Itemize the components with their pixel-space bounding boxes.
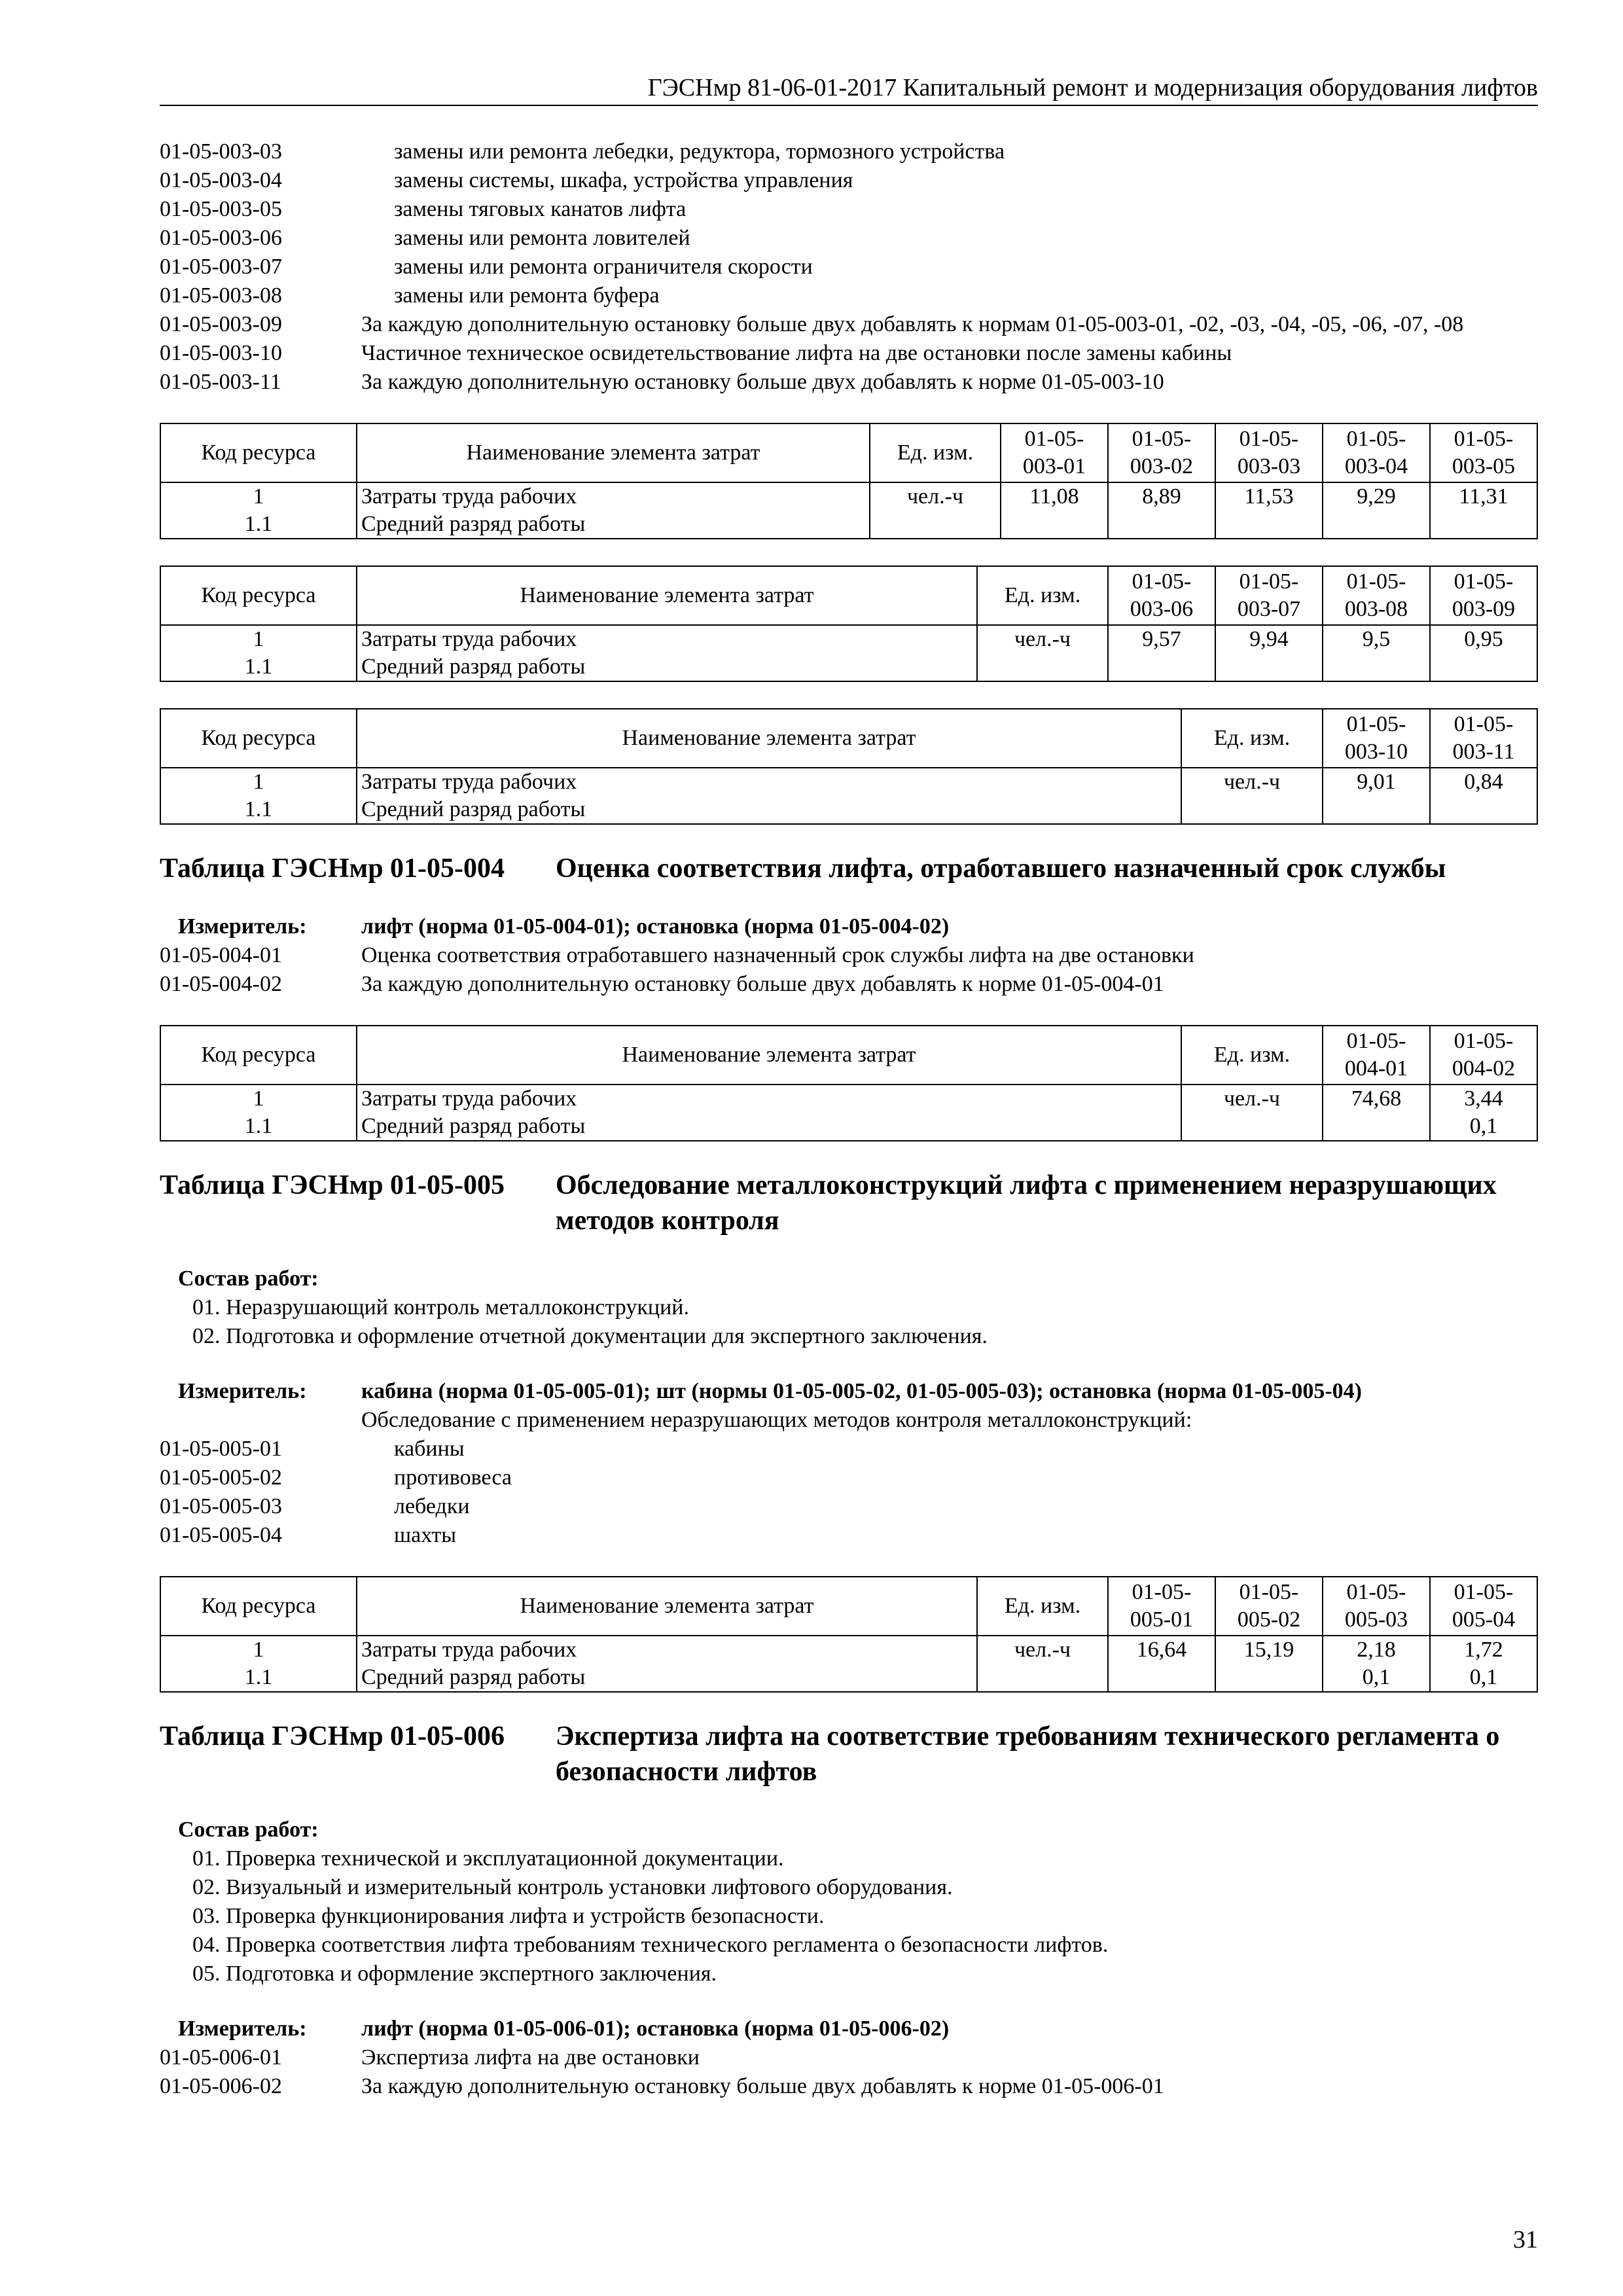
meter-label: Измеритель:	[178, 914, 307, 939]
col-code-header: Код ресурса	[160, 1577, 357, 1636]
labor-row	[160, 1085, 1537, 1113]
norm-text: За каждую дополнительную остановку больше двух добавлять к нормам 01-05-003-01, -02, -03, -04, -05, -06, -07, -08	[361, 312, 1464, 336]
section-name: Оценка соответствия лифта, отработавшего назначенный срок службы	[556, 853, 1446, 884]
labor-value: 9,5	[1323, 625, 1430, 653]
norm-text: Экспертиза лифта на две остановки	[361, 2045, 700, 2070]
norm-code: 01-05-003-07	[160, 255, 282, 279]
norm-row	[160, 970, 1538, 999]
norm-row	[160, 310, 1538, 339]
labor-value: 8,89	[1108, 482, 1215, 511]
resource-unit	[1181, 1113, 1323, 1141]
norm-col-header: 01-05-003-07	[1215, 566, 1323, 625]
resource-code: 1	[160, 1636, 357, 1664]
work-item: 02. Подготовка и оформление отчетной документации для экспертного заключения.	[192, 1324, 988, 1348]
grade-row	[160, 1113, 1537, 1141]
meter-value: лифт (норма 01-05-004-01); остановка (норма 01-05-004-02)	[361, 914, 950, 939]
grade-value	[1323, 796, 1430, 824]
work-item: 04. Проверка соответствия лифта требованиям технического регламента о безопасности лифтов.	[192, 1933, 1109, 1957]
norm-code: 01-05-006-02	[160, 2074, 282, 2098]
header-row	[160, 709, 1537, 768]
norm-row	[160, 2043, 1538, 2072]
norm-list-004	[160, 941, 1538, 999]
col-name-header: Наименование элемента затрат	[357, 709, 1181, 768]
grade-value	[1430, 796, 1537, 824]
section-code: Таблица ГЭСНмр 01-05-006	[160, 1721, 505, 1751]
labor-value: 16,64	[1108, 1636, 1215, 1664]
cost-table	[160, 1576, 1538, 1693]
col-name-header: Наименование элемента затрат	[357, 1026, 1181, 1085]
labor-value: 0,84	[1430, 768, 1537, 796]
norm-text: За каждую дополнительную остановку больше двух добавлять к норме 01-05-006-01	[361, 2074, 1164, 2098]
resource-unit: чел.-ч	[977, 1636, 1108, 1664]
resource-name: Затраты труда рабочих	[357, 768, 1181, 796]
norm-code: 01-05-003-08	[160, 283, 282, 308]
section-title-004	[160, 851, 1538, 886]
col-code-header: Код ресурса	[160, 423, 357, 482]
labor-value: 11,08	[1001, 482, 1108, 511]
resource-unit: чел.-ч	[870, 482, 1001, 511]
work-composition-list	[160, 1844, 1538, 1988]
col-unit-header: Ед. изм.	[977, 566, 1108, 625]
running-header: ГЭСНмр 81-06-01-2017 Капитальный ремонт и модернизация оборудования лифтов	[160, 72, 1538, 106]
norm-text: замены тяговых канатов лифта	[394, 197, 687, 221]
norm-row	[160, 1463, 1538, 1492]
norm-row	[160, 2072, 1538, 2101]
cost-table	[160, 565, 1538, 682]
resource-code: 1.1	[160, 511, 357, 539]
grade-value: 0,1	[1323, 1664, 1430, 1692]
resource-name: Затраты труда рабочих	[357, 1636, 977, 1664]
norm-row	[160, 1492, 1538, 1521]
cost-table-003-b	[160, 565, 1538, 682]
resource-name: Средний разряд работы	[357, 653, 977, 681]
norm-code: 01-05-003-04	[160, 168, 282, 192]
col-unit-header: Ед. изм.	[1181, 709, 1323, 768]
labor-value: 9,94	[1215, 625, 1323, 653]
resource-code: 1	[160, 1085, 357, 1113]
work-composition-list	[160, 1293, 1538, 1351]
meter-row	[160, 2015, 1538, 2043]
norm-text: замены или ремонта буфера	[394, 283, 660, 308]
meter-row	[160, 1377, 1538, 1406]
page-content	[160, 137, 1538, 2101]
resource-unit	[870, 511, 1001, 539]
grade-value	[1323, 511, 1430, 539]
work-item: 02. Визуальный и измерительный контроль установки лифтового оборудования.	[192, 1875, 953, 1899]
resource-code: 1.1	[160, 653, 357, 681]
norm-col-header: 01-05-003-01	[1001, 423, 1108, 482]
norm-text: замены или ремонта ловителей	[394, 226, 690, 250]
norm-row	[160, 941, 1538, 970]
norm-text: Оценка соответствия отработавшего назначенный срок службы лифта на две остановки	[361, 943, 1194, 967]
norm-intro-row	[160, 1406, 1538, 1435]
norm-col-header: 01-05-003-03	[1215, 423, 1323, 482]
labor-value: 3,44	[1430, 1085, 1537, 1113]
resource-name: Средний разряд работы	[357, 796, 1181, 824]
norm-col-header: 01-05-004-01	[1323, 1026, 1430, 1085]
grade-value	[1215, 511, 1323, 539]
work-item: 03. Проверка функционирования лифта и устройств безопасности.	[192, 1904, 825, 1928]
norm-col-header: 01-05-003-04	[1323, 423, 1430, 482]
labor-value: 9,01	[1323, 768, 1430, 796]
resource-unit: чел.-ч	[1181, 768, 1323, 796]
norm-row	[160, 339, 1538, 368]
resource-name: Затраты труда рабочих	[357, 1085, 1181, 1113]
grade-value	[1323, 653, 1430, 681]
norm-col-header: 01-05-003-05	[1430, 423, 1537, 482]
section-code: Таблица ГЭСНмр 01-05-005	[160, 1170, 505, 1200]
col-code-header: Код ресурса	[160, 566, 357, 625]
col-unit-header: Ед. изм.	[870, 423, 1001, 482]
grade-row	[160, 511, 1537, 539]
norm-code: 01-05-003-10	[160, 341, 282, 365]
norm-code: 01-05-003-05	[160, 197, 282, 221]
cost-table-005	[160, 1576, 1538, 1693]
labor-value: 15,19	[1215, 1636, 1323, 1664]
norm-col-header: 01-05-003-08	[1323, 566, 1430, 625]
norm-text: За каждую дополнительную остановку больше двух добавлять к норме 01-05-004-01	[361, 972, 1164, 996]
grade-row	[160, 796, 1537, 824]
grade-value	[1001, 511, 1108, 539]
work-composition-label: Состав работ:	[178, 1818, 319, 1842]
norm-row	[160, 1435, 1538, 1463]
resource-code: 1.1	[160, 796, 357, 824]
grade-value	[1108, 511, 1215, 539]
norm-col-header: 01-05-005-04	[1430, 1577, 1537, 1636]
header-row	[160, 1577, 1537, 1636]
grade-row	[160, 1664, 1537, 1692]
norm-col-header: 01-05-005-03	[1323, 1577, 1430, 1636]
norm-text: замены или ремонта ограничителя скорости	[394, 255, 813, 279]
norm-code: 01-05-005-01	[160, 1437, 282, 1461]
norm-code: 01-05-003-09	[160, 312, 282, 336]
cost-table-003-c	[160, 708, 1538, 825]
norm-text: шахты	[394, 1523, 457, 1547]
labor-value: 0,95	[1430, 625, 1537, 653]
labor-value: 74,68	[1323, 1085, 1430, 1113]
labor-value: 9,57	[1108, 625, 1215, 653]
resource-unit	[1181, 796, 1323, 824]
resource-code: 1.1	[160, 1664, 357, 1692]
norm-intro: Обследование с применением неразрушающих методов контроля металлоконструкций:	[361, 1408, 1192, 1432]
resource-unit: чел.-ч	[977, 625, 1108, 653]
meter-label: Измеритель:	[178, 1379, 307, 1403]
norm-row	[160, 195, 1538, 224]
resource-name: Средний разряд работы	[357, 511, 870, 539]
norm-col-header: 01-05-003-10	[1323, 709, 1430, 768]
section-title-006	[160, 1719, 1538, 1789]
col-name-header: Наименование элемента затрат	[357, 1577, 977, 1636]
grade-value	[1430, 653, 1537, 681]
norm-text: лебедки	[394, 1494, 470, 1518]
norm-code: 01-05-004-01	[160, 943, 282, 967]
section-title-005	[160, 1168, 1538, 1238]
header-row	[160, 1026, 1537, 1085]
resource-code: 1	[160, 625, 357, 653]
grade-value	[1215, 653, 1323, 681]
resource-unit	[977, 653, 1108, 681]
labor-value: 2,18	[1323, 1636, 1430, 1664]
norm-row	[160, 253, 1538, 281]
resource-code: 1	[160, 768, 357, 796]
col-name-header: Наименование элемента затрат	[357, 423, 870, 482]
work-item: 01. Неразрушающий контроль металлоконструкций.	[192, 1295, 689, 1319]
resource-name: Средний разряд работы	[357, 1664, 977, 1692]
grade-value	[1108, 1664, 1215, 1692]
work-item: 01. Проверка технической и эксплуатационной документации.	[192, 1846, 784, 1871]
norm-row	[160, 224, 1538, 253]
norm-col-header: 01-05-004-02	[1430, 1026, 1537, 1085]
resource-unit	[977, 1664, 1108, 1692]
meter-row	[160, 912, 1538, 941]
norm-text: За каждую дополнительную остановку больше двух добавлять к норме 01-05-003-10	[361, 370, 1164, 394]
norm-row	[160, 1521, 1538, 1550]
norm-col-header: 01-05-003-06	[1108, 566, 1215, 625]
section-name: Обследование металлоконструкций лифта с применением неразрушающих методов контроля	[556, 1170, 1497, 1236]
norm-code: 01-05-004-02	[160, 972, 282, 996]
work-composition-label: Состав работ:	[178, 1266, 319, 1291]
norm-code: 01-05-006-01	[160, 2045, 282, 2070]
norm-code: 01-05-005-02	[160, 1465, 282, 1490]
col-unit-header: Ед. изм.	[1181, 1026, 1323, 1085]
section-code: Таблица ГЭСНмр 01-05-004	[160, 853, 505, 884]
resource-name: Затраты труда рабочих	[357, 482, 870, 511]
section-name: Экспертиза лифта на соответствие требованиям технического регламента о безопасности лифтов	[556, 1721, 1500, 1787]
norm-list-003	[160, 137, 1538, 397]
cost-table-003-a	[160, 423, 1538, 539]
grade-value	[1323, 1113, 1430, 1141]
norm-row	[160, 166, 1538, 195]
labor-value: 1,72	[1430, 1636, 1537, 1664]
labor-row	[160, 1636, 1537, 1664]
cost-table-004	[160, 1025, 1538, 1141]
norm-text: замены системы, шкафа, устройства управления	[394, 168, 853, 192]
grade-value: 0,1	[1430, 1664, 1537, 1692]
labor-row	[160, 482, 1537, 511]
grade-value	[1430, 511, 1537, 539]
norm-text: замены или ремонта лебедки, редуктора, тормозного устройства	[394, 139, 1005, 164]
header-row	[160, 566, 1537, 625]
norm-code: 01-05-005-04	[160, 1523, 282, 1547]
norm-list-005	[160, 1435, 1538, 1550]
norm-code: 01-05-003-03	[160, 139, 282, 164]
col-unit-header: Ед. изм.	[977, 1577, 1108, 1636]
resource-code: 1	[160, 482, 357, 511]
cost-table	[160, 708, 1538, 825]
norm-code: 01-05-003-11	[160, 370, 281, 394]
labor-value: 11,53	[1215, 482, 1323, 511]
labor-row	[160, 625, 1537, 653]
resource-name: Затраты труда рабочих	[357, 625, 977, 653]
meter-value: лифт (норма 01-05-006-01); остановка (норма 01-05-006-02)	[361, 2017, 950, 2041]
norm-list-006	[160, 2043, 1538, 2101]
col-code-header: Код ресурса	[160, 709, 357, 768]
labor-value: 9,29	[1323, 482, 1430, 511]
norm-col-header: 01-05-003-02	[1108, 423, 1215, 482]
col-code-header: Код ресурса	[160, 1026, 357, 1085]
norm-code: 01-05-003-06	[160, 226, 282, 250]
resource-name: Средний разряд работы	[357, 1113, 1181, 1141]
resource-unit: чел.-ч	[1181, 1085, 1323, 1113]
header-row	[160, 423, 1537, 482]
grade-value	[1215, 1664, 1323, 1692]
col-name-header: Наименование элемента затрат	[357, 566, 977, 625]
cost-table	[160, 423, 1538, 539]
meter-value: кабина (норма 01-05-005-01); шт (нормы 01-05-005-02, 01-05-005-03); остановка (норма 01-05-005-04)	[361, 1379, 1363, 1403]
norm-row	[160, 137, 1538, 166]
resource-code: 1.1	[160, 1113, 357, 1141]
norm-text: кабины	[394, 1437, 465, 1461]
grade-value	[1108, 653, 1215, 681]
norm-row	[160, 281, 1538, 310]
norm-text: противовеса	[394, 1465, 512, 1490]
norm-text: Частичное техническое освидетельствование лифта на две остановки после замены кабины	[361, 341, 1232, 365]
labor-row	[160, 768, 1537, 796]
work-item: 05. Подготовка и оформление экспертного заключения.	[192, 1962, 717, 1986]
norm-code: 01-05-005-03	[160, 1494, 282, 1518]
meter-label: Измеритель:	[178, 2017, 307, 2041]
norm-col-header: 01-05-005-01	[1108, 1577, 1215, 1636]
grade-value: 0,1	[1430, 1113, 1537, 1141]
norm-row	[160, 368, 1538, 397]
cost-table	[160, 1025, 1538, 1141]
page-number: 31	[1513, 2226, 1538, 2253]
norm-col-header: 01-05-003-09	[1430, 566, 1537, 625]
norm-col-header: 01-05-003-11	[1430, 709, 1537, 768]
grade-row	[160, 653, 1537, 681]
norm-col-header: 01-05-005-02	[1215, 1577, 1323, 1636]
labor-value: 11,31	[1430, 482, 1537, 511]
